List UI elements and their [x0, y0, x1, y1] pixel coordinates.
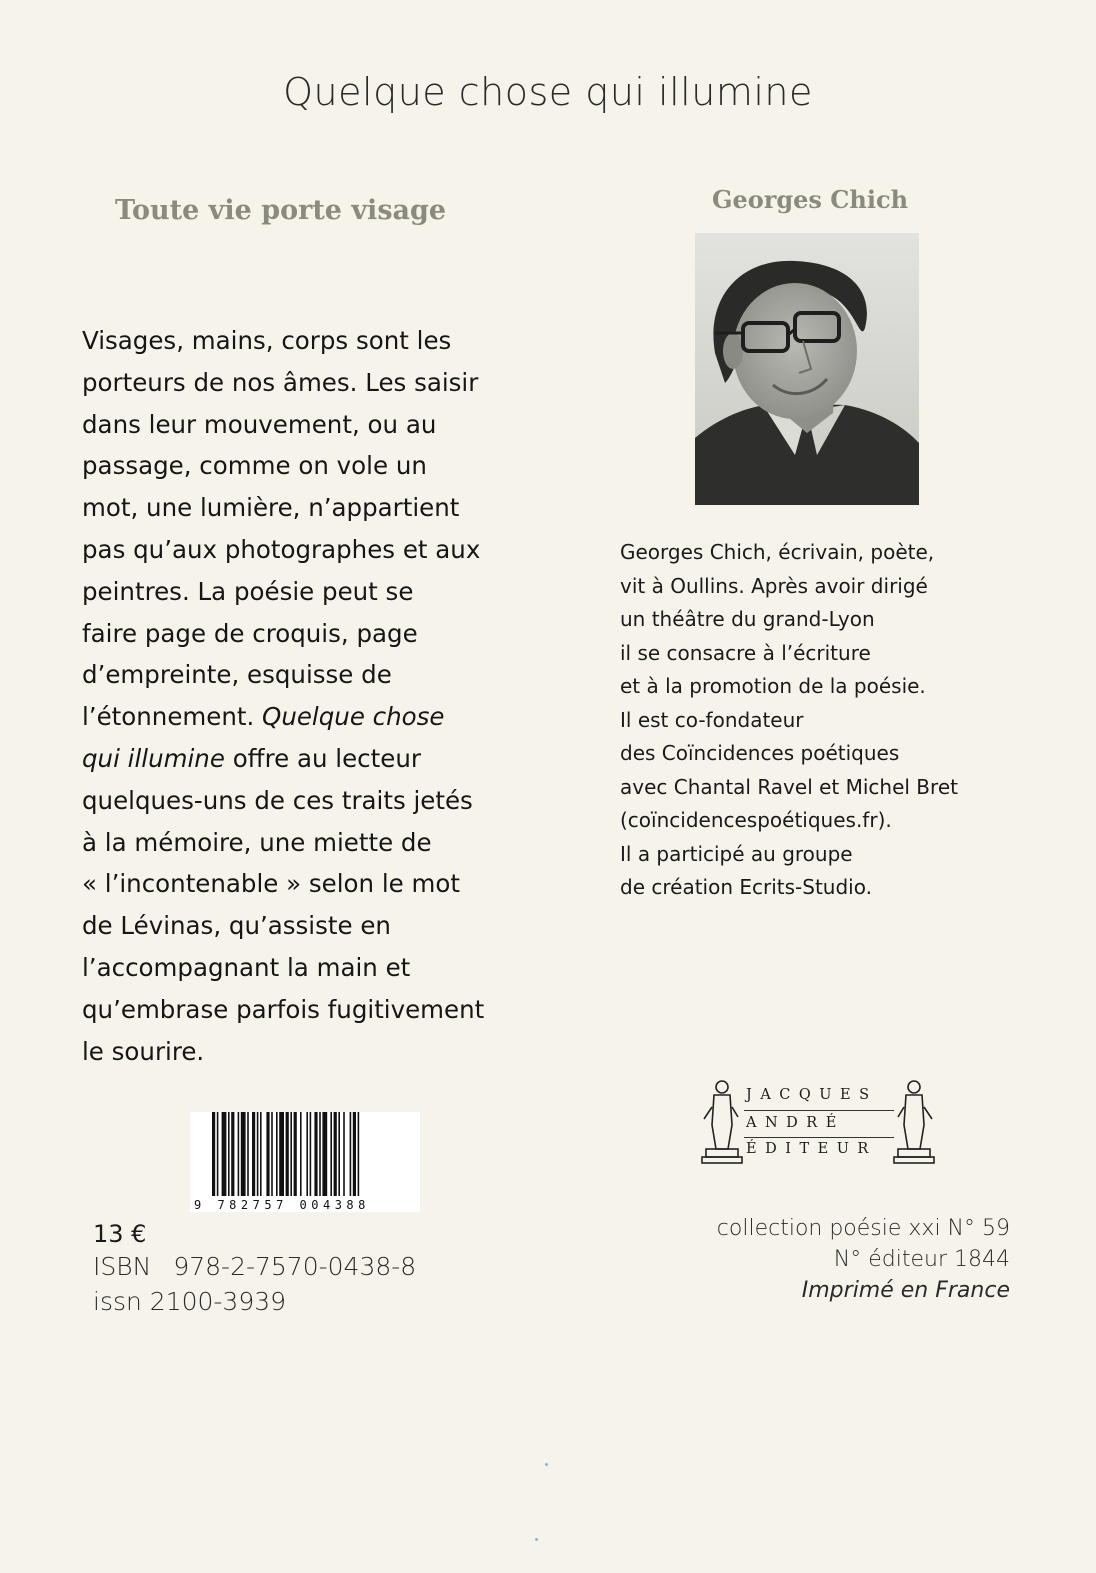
price: 13 € — [93, 1220, 147, 1248]
blurb-line: quelques-uns de ces traits jetés — [82, 785, 473, 815]
book-title: Quelque chose qui illumine — [283, 70, 813, 114]
blurb-line: peintres. La poésie peut se — [82, 576, 414, 606]
bio-line: de création Ecrits-Studio. — [620, 875, 872, 899]
blurb-line: qu’embrase parfois fugitivement — [82, 994, 485, 1024]
bio-line: Il a participé au groupe — [620, 841, 853, 866]
blurb-line: mot, une lumière, n’appartient — [82, 493, 460, 523]
barcode-bar — [300, 1112, 302, 1196]
isbn-barcode — [190, 1112, 420, 1212]
barcode-bar — [338, 1112, 340, 1196]
issn-line: issn 2100-3939 — [93, 1287, 287, 1316]
isbn-line — [93, 1252, 416, 1281]
barcode-bars — [190, 1112, 420, 1212]
isbn-number: 978-2-7570-0438-8 — [173, 1252, 417, 1281]
barcode-bar — [247, 1112, 249, 1196]
barcode-bar — [266, 1112, 269, 1196]
blurb-line: dans leur mouvement, ou au — [82, 409, 437, 439]
barcode-bar — [343, 1112, 345, 1196]
blurb-line: d’empreinte, esquisse de — [82, 660, 392, 690]
barcode-bar — [228, 1112, 230, 1196]
author-name-heading: Georges Chich — [711, 185, 909, 214]
logo-divider — [744, 1137, 894, 1138]
author-portrait — [695, 233, 919, 505]
blurb-line: l’accompagnant la main et — [82, 952, 411, 982]
blurb-line: à la mémoire, une miette de — [82, 827, 432, 857]
blurb-line: passage, comme on vole un — [82, 451, 427, 481]
barcode-bar — [231, 1112, 234, 1196]
barcode-bar — [276, 1112, 278, 1196]
barcode-bar — [212, 1112, 215, 1196]
bio-line: et à la promotion de la poésie. — [620, 674, 926, 698]
barcode-bar — [358, 1112, 360, 1196]
scan-speck — [545, 1463, 548, 1466]
barcode-bar — [222, 1112, 227, 1196]
bio-line: Georges Chich, écrivain, poète, — [620, 540, 935, 564]
bio-line: des Coïncidences poétiques — [620, 741, 900, 765]
barcode-bar — [306, 1112, 308, 1196]
barcode-bar — [330, 1112, 332, 1196]
blurb-line-mixed — [82, 738, 522, 780]
publisher-name-line2: ANDRÉ — [746, 1115, 845, 1131]
barcode-bar — [279, 1112, 284, 1196]
blurb-line: porteurs de nos âmes. Les saisir — [82, 367, 479, 397]
barcode-bar — [334, 1112, 337, 1196]
blurb-line: le sourire. — [82, 1036, 205, 1066]
bio-line: il se consacre à l’écriture — [620, 640, 871, 665]
barcode-bar — [257, 1112, 259, 1196]
bio-line: avec Chantal Ravel et Michel Bret — [620, 774, 958, 799]
bio-line: vit à Oullins. Après avoir dirigé — [620, 573, 928, 598]
bio-line: Il est co-fondateur — [620, 707, 804, 732]
bio-line: un théâtre du grand-Lyon — [620, 607, 875, 631]
barcode-bar — [350, 1112, 352, 1196]
blurb-fragment: offre au lecteur — [224, 743, 421, 773]
barcode-bar — [353, 1112, 356, 1196]
editor-number: N° éditeur 1844 — [833, 1247, 1010, 1272]
publisher-name-line1: JACQUES — [746, 1087, 878, 1103]
blurb-italic-title: qui illumine — [82, 743, 225, 773]
blurb-text — [82, 320, 522, 1072]
author-bio — [620, 536, 1020, 905]
blurb-italic-title: Quelque chose — [262, 702, 445, 732]
isbn-label: ISBN — [93, 1252, 152, 1281]
barcode-bar — [294, 1112, 297, 1196]
barcode-bar — [322, 1112, 327, 1196]
blurb-line: Visages, mains, corps sont les — [82, 326, 452, 355]
barcode-bar — [319, 1112, 321, 1196]
publisher-name-line3: ÉDITEUR — [746, 1141, 877, 1157]
publisher-logo — [700, 1077, 936, 1169]
barcode-bar — [260, 1112, 262, 1196]
scan-speck — [535, 1538, 538, 1541]
blurb-line: « l’incontenable » selon le mot — [82, 869, 460, 899]
blurb-line: de Lévinas, qu’assiste en — [82, 911, 391, 941]
barcode-bar — [252, 1112, 255, 1196]
book-subtitle: Toute vie porte visage — [115, 195, 447, 226]
printed-in: Imprimé en France — [801, 1278, 1010, 1303]
barcode-digits: 9 782757 004388 — [194, 1198, 370, 1212]
barcode-bar — [286, 1112, 289, 1196]
collection-series: collection poésie xxi N° 59 — [716, 1216, 1010, 1241]
barcode-bar — [314, 1112, 317, 1196]
barcode-bar — [290, 1112, 292, 1196]
barcode-bar — [217, 1112, 219, 1196]
logo-divider — [744, 1110, 894, 1111]
barcode-bar — [310, 1112, 312, 1196]
blurb-line-mixed — [82, 696, 522, 738]
barcode-bar — [271, 1112, 273, 1196]
collection-info — [717, 1213, 1010, 1306]
bio-line: (coïncidencespoétiques.fr). — [620, 808, 892, 832]
barcode-bar — [241, 1112, 246, 1196]
blurb-line: faire page de croquis, page — [82, 618, 418, 648]
blurb-line: pas qu’aux photographes et aux — [82, 534, 481, 564]
blurb-fragment: l’étonnement. — [82, 702, 263, 732]
barcode-bar — [238, 1112, 240, 1196]
